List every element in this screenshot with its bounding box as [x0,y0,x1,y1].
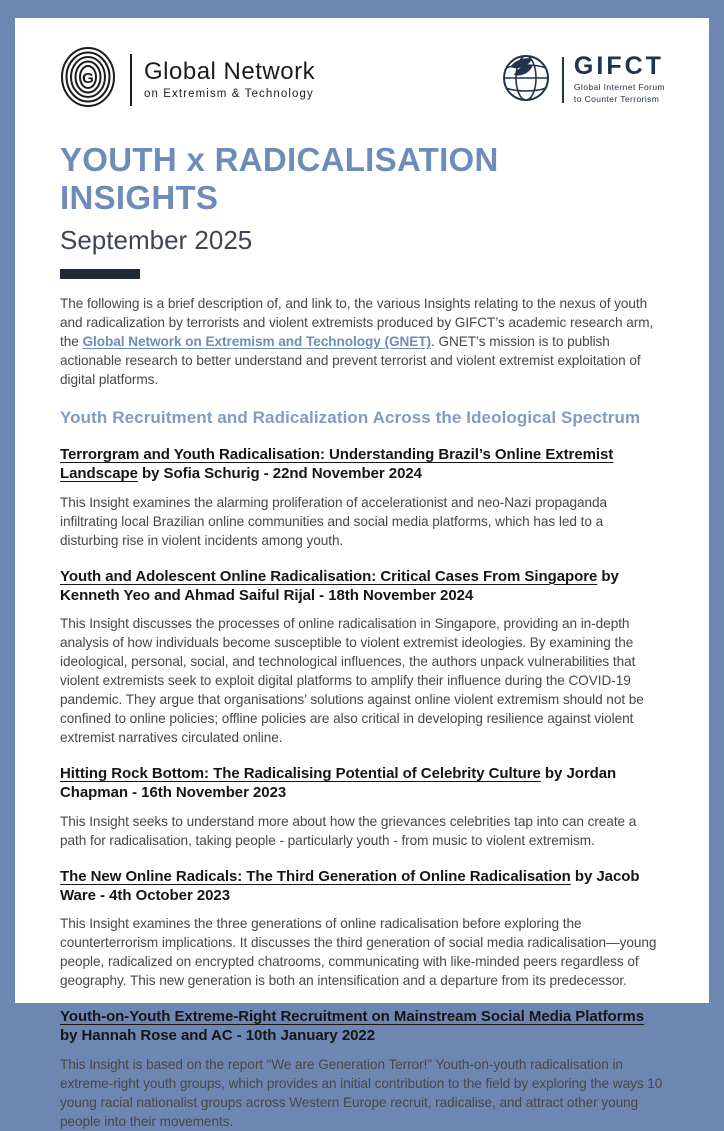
entry-heading [60,445,665,483]
entry-description: This Insight examines the three generations of online radicalisation before exploring the counterterrorism implications. It discusses the third generation of social media radicalisation—young people, radicalized on encrypted chatrooms, communicating with like-minded peers regardless of geography. This new generation is both an intensification and a departure from its predecessor. [60,916,657,989]
document-page [15,18,709,1129]
page-title: YOUTH x RADICALISATION INSIGHTS [60,141,499,216]
svg-text:G: G [82,70,94,87]
intro-paragraph [60,294,665,389]
gnet-logo-name: Global Network [144,58,316,86]
gifct-subtitle-line1: Global Internet Forum [573,82,665,93]
section-heading: Youth Recruitment and Radicalization Across the Ideological Spectrum [60,408,641,428]
entry-byline: by Hannah Rose and AC - 10th January 2022 [60,1027,375,1045]
entry-title-link[interactable]: Youth-on-Youth Extreme-Right Recruitment on Mainstream Social Media Platforms [60,1008,644,1026]
entry-byline: by Kenneth Yeo and Ahmad Saiful Rijal - 18th November 2024 [60,567,619,604]
intro-text-after-link: . GNET’s mission is to publish actionable research to better understand and prevent terrorist and violent extremist exploitation of digital platforms. [60,334,641,388]
entry-byline: by Jacob Ware - 4th October 2023 [60,867,640,904]
entry-description: This Insight is based on the report “We are Generation Terror!” Youth-on-youth radicalisation in extreme-right youth groups, which provides an initial contribution to the field by exploring the ways 10 young racial nationalist groups across Western Europe recruit, radicalise, and attract other young people into their movements. [60,1056,663,1129]
gifct-logo [500,51,665,108]
gnet-logo-text [144,59,315,99]
header [60,46,665,113]
globe-leaf-icon [500,51,552,108]
entry-title-link[interactable]: Youth and Adolescent Online Radicalisation: Critical Cases From Singapore [60,567,598,585]
title-accent-bar [60,269,140,279]
fingerprint-icon [60,46,116,113]
gnet-link[interactable]: Global Network on Extremism and Technology (GNET) [82,334,431,350]
page-subtitle: September 2025 [60,225,253,255]
gifct-subtitle-line2: to Counter Terrorism [573,93,660,104]
intro-text-before-link: The following is a brief description of, and link to, the various Insights relating to the nexus of youth and radicalization by terrorists and violent extremists produced by GIFCT’s academic research arm, the [60,296,654,350]
entry-heading [60,764,665,802]
entry-description: This Insight examines the alarming proliferation of accelerationist and neo-Nazi propaganda infiltrating local Brazilian online communities and social media platforms, which has led to a disturbing rise in violent incidents among youth. [60,494,608,548]
gifct-logo-text [574,54,665,105]
entry-title-link[interactable]: The New Online Radicals: The Third Generation of Online Radicalisation [60,867,571,885]
entry-byline: by Jordan Chapman - 16th November 2023 [60,765,617,802]
entry-title-link[interactable]: Hitting Rock Bottom: The Radicalising Potential of Celebrity Culture [60,765,541,783]
entry-byline: by Sofia Schurig - 22nd November 2024 [137,465,422,483]
entry-description: This Insight seeks to understand more about how the grievances celebrities tap into can create a path for radicalisation, taking people - particularly youth - from music to violent extremism. [60,813,637,848]
gifct-logo-subtitle [574,82,665,105]
entry-title-link[interactable]: Terrorgram and Youth Radicalisation: Understanding Brazil’s Online Extremist Landscape [60,446,614,483]
entry-heading [60,867,665,905]
gnet-logo [60,46,315,113]
entry-description: This Insight discusses the processes of online radicalisation in Singapore, providing an in-depth analysis of how individuals become susceptible to violent extremist ideologies. By examining the ideological, personal, social, and technological influences, the authors unpack vulnerabilities that violent extremists seek to exploit digital platforms to amplify their influence during the COVID-19 pandemic. They argue that organisations’ solutions against online violent extremism should not be confined to online policies; offline policies are also critical in developing resilience against violent extremist narratives circulated online. [60,616,644,746]
gnet-logo-subtitle: on Extremism & Technology [144,87,314,100]
entry-heading [60,567,665,605]
logo-divider [130,54,132,106]
entry-heading [60,1007,665,1045]
gifct-logo-name: GIFCT [573,52,664,81]
logo-divider [562,57,564,103]
